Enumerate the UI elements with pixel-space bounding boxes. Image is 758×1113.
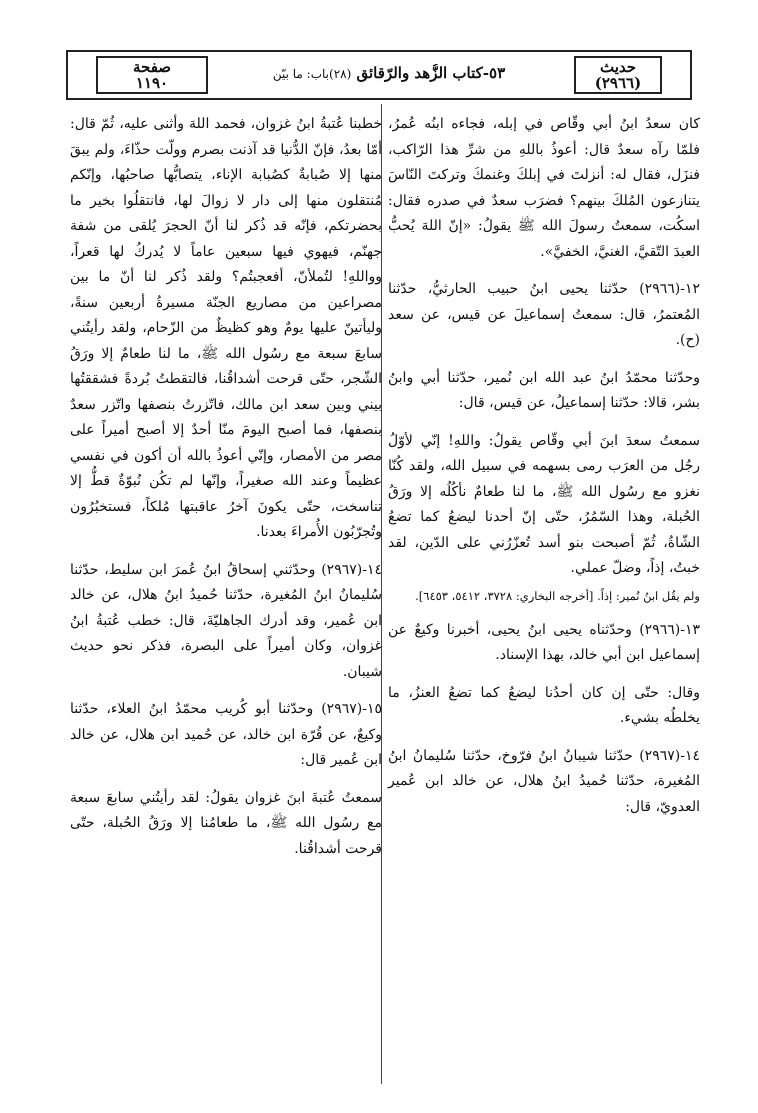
left-column xyxy=(70,112,382,874)
page-number-box xyxy=(96,56,208,94)
page-header xyxy=(66,50,692,100)
book-title-bar xyxy=(218,64,560,88)
paragraph: ١٣-(٢٩٦٦) وحدّثناه يحيى ابنُ يحيى، أخبرنا وكيعٌ عن إسماعيل ابن أبي خالد، بهذا الإسناد. xyxy=(388,621,700,663)
hadith-label: حديث xyxy=(599,58,637,76)
right-column xyxy=(388,112,700,832)
paragraph: وحدّثنا محمّدُ ابنُ عبد الله ابن نُمير، حدّثنا أبي وابنُ بشر، قالا: حدّثنا إسماعيلُ، عن قيس، قال: xyxy=(388,369,700,411)
hadith-range: (٢٩٦٦) xyxy=(594,74,642,92)
footnote: ولم يقُل ابنُ نُمير: إذاً. [أخرجه البخاري: ٣٧٢٨، ٥٤١٢، ٦٤٥٣]. xyxy=(415,588,700,603)
paragraph: ١٤-(٢٩٦٧) وحدّثني إسحاقُ ابنُ عُمرَ ابن سليط، حدّثنا سُليمانُ ابنُ المُغيرة، حدّثنا حُميدُ ابنُ هلال، عن خالد ابن عُمير، وقد أدرك الجاهليّةَ، قال: خطب عُتبةُ ابنُ غزوان، وكان أميراً على البصرة، فذكر نحو حديث شيبان. xyxy=(70,561,382,680)
page-label: صفحة xyxy=(132,58,172,76)
paragraph: سمعتُ عُتبةَ ابنَ غزوان يقولُ: لقد رأيتُني سابعَ سبعة مع رسُول الله ﷺ، ما طعامُنا إلا ورَقُ الحُبلة، حتّى قرحت أشداقُنا. xyxy=(70,789,382,857)
paragraph: ١٥-(٢٩٦٧) وحدّثنا أبو كُريب محمّدُ ابنُ العلاء، حدّثنا وكيعٌ، عن قُرّة ابن خالد، عن حُميد ابن هلال، عن خالد ابن عُمير قال: xyxy=(70,701,382,768)
hadith-number-box xyxy=(574,56,662,94)
page-number: ١١٩٠ xyxy=(135,74,169,92)
book-title: ٥٣-كتاب الزُّهد والرّقائق xyxy=(356,64,506,82)
paragraph: خطبنا عُتبةُ ابنُ غزوان، فحمد اللهَ وأثنى عليه، ثُمّ قال: أمّا بعدُ، فإنّ الدُّنيا قد آذنت بصرم وولّت حذّاءَ، ولم يبقَ منها إلا صُبابةٌ كصُبابة الإناء، يتصابُّها صاحبُها، وإنّكم مُنتقلون منها إلى دار لا زوالَ لها، فانتقلُوا بخير ما بحضرتكم، فإنّه قد ذُكر لنا أنّ الحجرَ يُلقى من شفة جهنّم، فيهوي فيها سبعين عاماً لا يُدركُ لها قعراً، وواللهِ! لتُملأنّ، أفعجبتُم؟ ولقد ذُكر لنا أنّ ما بين مصراعين من مصاريع الجنّة مسيرةُ أربعين سنةً، وليأتينّ عليها يومٌ وهو كظيظٌ من الزّحام، ولقد رأيتُني سابعَ سبعة مع رسُول الله ﷺ، ما لنا طعامٌ إلا ورَقُ الشّجر، حتّى قرحت أشداقُنا، فالتقطتُ بُردةً فشققتُها بيني وبين سعد ابن مالك، فاتّزرتُ بنصفها واتّزر سعدٌ بنصفها، فما أصبح اليومَ منّا أحدٌ إلا أصبح أميراً على مصر من الأمصار، وإنّي أعوذُ بالله أن أكون في نفسي عظيماً وعند الله صغيراً، وإنّها لم تكُن نُبوّةٌ قطُّ إلا تناسخت، حتّى يكونَ آخرُ عاقبتها مُلكاً، فستخبُرُون وتُجرّبُون الأُمراءَ بعدنا. xyxy=(70,116,382,540)
chapter-title: (٢٨)باب: ما بيّن xyxy=(272,67,352,81)
paragraph: وقال: حتّى إن كان أحدُنا ليضعُ كما تضعُ العنزُ، ما يخلطُه بشيء. xyxy=(388,684,700,726)
paragraph: سمعتُ سعدَ ابنَ أبي وقّاص يقولُ: واللهِ! إنّي لأوّلُ رجُل من العرَب رمى بسهمه في سبيل الله، ولقد كُنّا نغزو مع رسُول الله ﷺ، ما لنا طعامٌ نأكُلُه إلا ورَقُ الحُبلة، وهذا السّمُرُ، حتّى إنّ أحدنا ليضعُ كما تضعُ الشّاةُ، ثُمّ أصبحت بنو أسد تُعزّرُني على الدّين، لقد خبتُ، إذاً، وضلّ عملي. xyxy=(388,432,700,576)
paragraph: ١٤-(٢٩٦٧) حدّثنا شيبانُ ابنُ فرّوخ، حدّثنا سُليمانُ ابنُ المُغيرة، حدّثنا حُميدُ ابنُ هلال، عن خالد ابن عُمير العدويّ، قال: xyxy=(388,747,700,815)
paragraph: ١٢-(٢٩٦٦) حدّثنا يحيى ابنُ حبيب الحارثيُّ، حدّثنا المُعتمرُ، قال: سمعتُ إسماعيلَ عن قيس، عن سعد (ح). xyxy=(388,281,700,348)
paragraph: كان سعدُ ابنُ أبي وقّاص في إبله، فجاءه ابنُه عُمرُ، فلمّا رآه سعدٌ قال: أعوذُ باللهِ من شرِّ هذا الرّاكب، فنزَل، فقال له: أنزلتَ في إبلكَ وغنمكَ وتركتَ النّاسَ يتنازعون المُلكَ بينهم؟ فضرَب سعدٌ في صدره فقال: اسكُت، سمعتُ رسولَ الله ﷺ يقولُ: «إنّ اللهَ يُحبُّ العبدَ التّقيَّ، الغنيَّ، الخفيَّ». xyxy=(388,116,700,260)
